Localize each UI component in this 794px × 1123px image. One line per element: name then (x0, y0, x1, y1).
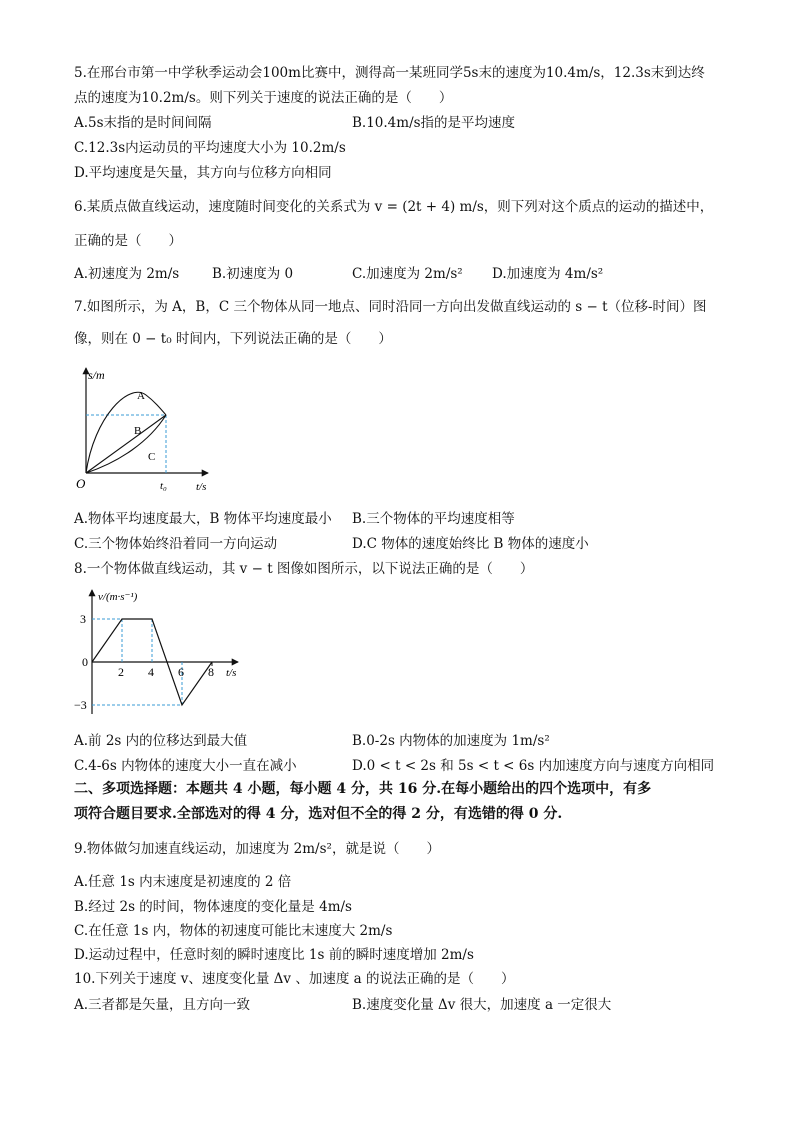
q7-option-a: A.物体平均速度最大，B 物体平均速度最小 (74, 511, 332, 527)
q7-t0-label: t₀ (160, 480, 167, 492)
q7-x-label: t/s (196, 481, 207, 493)
q9-option-b: B.经过 2s 的时间，物体速度的变化量是 4m/s (74, 899, 352, 915)
q8-y-tick-3: 3 (80, 612, 86, 626)
q6-stem-line2: 正确的是（ ） (74, 233, 182, 249)
q10-option-a: A.三者都是矢量，且方向一致 (74, 997, 251, 1013)
q8-x-label: t/s (226, 667, 237, 679)
q8-x-tick-4: 4 (148, 665, 154, 679)
q8-x-tick-2: 2 (118, 665, 124, 679)
q8-x-tick-6: 6 (178, 665, 184, 679)
q7-st-graph (74, 362, 224, 496)
q5-option-a: A.5s末指的是时间间隔 (74, 115, 212, 131)
q7-label-a: A (137, 390, 145, 402)
q7-option-b: B.三个物体的平均速度相等 (352, 511, 515, 527)
q7-line-b (86, 415, 166, 473)
q8-y-tick-neg3: −3 (74, 698, 87, 712)
q7-origin-label: O (76, 476, 86, 491)
q6-stem-line1: 6.某质点做直线运动，速度随时间变化的关系式为 v = (2t + 4) m/s，则下列对这个质点的运动的描述中， (74, 199, 714, 215)
q7-option-c: C.三个物体始终沿着同一方向运动 (74, 536, 278, 552)
q5-stem-line1: 5.在邢台市第一中学秋季运动会100m比赛中，测得高一某班同学5s末的速度为10.4m/s，12.3s末到达终 (74, 65, 705, 81)
q8-option-c: C.4-6s 内物体的速度大小一直在减小 (74, 758, 297, 774)
q10-option-b: B.速度变化量 Δv 很大，加速度 a 一定很大 (352, 997, 612, 1013)
q9-option-d: D.运动过程中，任意时刻的瞬时速度比 1s 前的瞬时速度增加 2m/s (74, 947, 474, 963)
section2-heading-line2: 项符合题目要求.全部选对的得 4 分，选对但不全的得 2 分，有选错的得 0 分. (74, 806, 563, 822)
q6-option-d: D.加速度为 4m/s² (492, 266, 604, 282)
q7-label-c: C (148, 451, 156, 463)
q7-stem-line2: 像，则在 0 − t₀ 时间内，下列说法正确的是（ ） (74, 331, 392, 347)
q7-y-label: s/m (88, 368, 105, 382)
q5-option-d: D.平均速度是矢量，其方向与位移方向相同 (74, 165, 332, 181)
q6-option-c: C.加速度为 2m/s² (352, 266, 463, 282)
q7-label-b: B (134, 425, 142, 437)
q7-option-d: D.C 物体的速度始终比 B 物体的速度小 (352, 536, 589, 552)
q6-option-b: B.初速度为 0 (212, 266, 294, 282)
q10-stem: 10.下列关于速度 v、速度变化量 Δv 、加速度 a 的说法正确的是（ ） (74, 971, 515, 987)
q8-origin-label: 0 (82, 655, 88, 669)
q9-option-a: A.任意 1s 内末速度是初速度的 2 倍 (74, 874, 292, 890)
q8-y-label: v/(m·s⁻¹) (98, 591, 138, 603)
q8-x-tick-8: 8 (208, 665, 214, 679)
q5-option-c: C.12.3s内运动员的平均速度大小为 10.2m/s (74, 140, 346, 156)
q8-option-d: D.0 < t < 2s 和 5s < t < 6s 内加速度方向与速度方向相同 (352, 758, 715, 774)
section2-heading-line1: 二、多项选择题：本题共 4 小题，每小题 4 分，共 16 分.在每小题给出的四个选项中，有多 (74, 781, 652, 797)
q8-option-a: A.前 2s 内的位移达到最大值 (74, 733, 248, 749)
q8-stem: 8.一个物体做直线运动，其 v − t 图像如图所示，以下说法正确的是（ ） (74, 561, 534, 577)
q8-option-b: B.0-2s 内物体的加速度为 1m/s² (352, 733, 550, 749)
q7-stem-line1: 7.如图所示，为 A，B，C 三个物体从同一地点、同时沿同一方向出发做直线运动的 s − t（位移-时间）图 (74, 299, 707, 315)
q9-stem: 9.物体做匀加速直线运动，加速度为 2m/s²，就是说（ ） (74, 841, 440, 857)
q5-stem-line2: 点的速度为10.2m/s。则下列关于速度的说法正确的是（ ） (74, 90, 453, 106)
q6-option-a: A.初速度为 2m/s (74, 266, 180, 282)
q9-option-c: C.在任意 1s 内，物体的初速度可能比末速度大 2m/s (74, 923, 393, 939)
q5-option-b: B.10.4m/s指的是平均速度 (352, 115, 516, 131)
q8-vt-graph (74, 586, 254, 720)
